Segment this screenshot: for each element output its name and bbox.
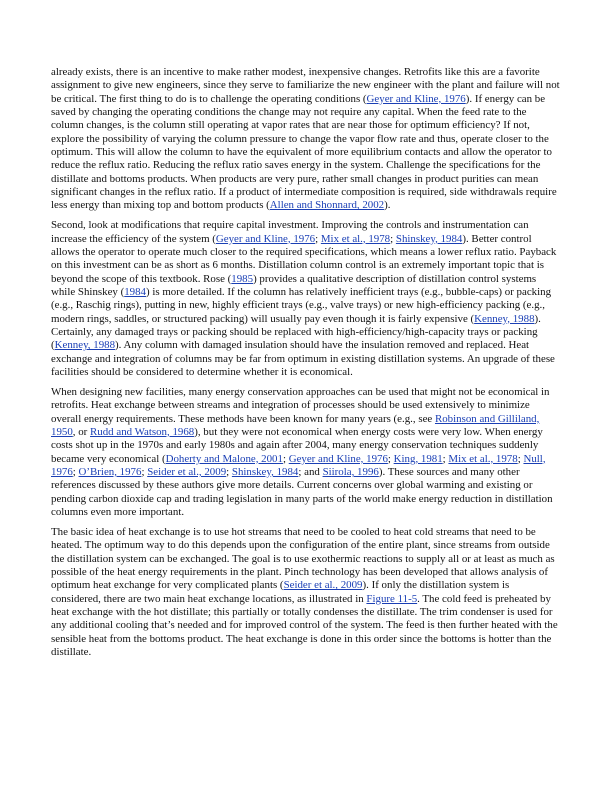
- body-text: ) provides a qualitative description of distillation control systems while Shinskey (: [51, 272, 537, 298]
- body-text: already exists, there is an incentive to make rather modest, inexpensive changes. Retrofits like this are a favorite assignment to give new engineers, since they serve to familiarize the new engineer with the plant and failure will not be critical. The first thing to do is to challenge the operating conditions (: [51, 66, 560, 105]
- body-text: , or: [72, 425, 91, 438]
- citation-link[interactable]: Mix et al., 1978: [448, 452, 518, 465]
- citation-link[interactable]: Rudd and Watson, 1968: [90, 425, 195, 438]
- citation-link[interactable]: Siirola, 1996: [322, 465, 379, 478]
- body-text: ;: [390, 232, 396, 245]
- body-text: ). These sources and many other references discussed by these authors give more details. Current concerns over global warming and existing or pending carbon dioxide cap and trading legislation in many parts of the world make energy reduction in distillation columns even more important.: [51, 465, 553, 518]
- body-text: ;: [282, 452, 289, 465]
- body-text: ).: [384, 199, 391, 212]
- citation-link[interactable]: Kenney, 1988: [474, 312, 535, 325]
- citation-link[interactable]: 1984: [124, 286, 146, 298]
- citation-link[interactable]: Shinskey, 1984: [395, 232, 463, 245]
- body-text: ;: [442, 452, 449, 465]
- citation-link[interactable]: Seider et al., 2009: [147, 465, 227, 478]
- citation-link[interactable]: Figure 11-5: [366, 592, 418, 605]
- citation-link[interactable]: Allen and Shonnard, 2002: [269, 199, 385, 212]
- body-text: ;: [517, 452, 524, 465]
- body-text: ). If energy can be saved by changing the operating conditions the change may not require any capital. When the feed rate to the column changes, is the column still operating at vapor rates that are near those for optimum efficiency? If not, explore the possibility of varying the column pressure to change the vapor flow rate and thus, operate closer to the optimum. This will allow the column to have the equivalent of more equilibrium contacts and allow the operator to reduce the reflux ratio. Reducing the reflux ratio saves energy in the system. Challenge the specifications for the distillate and bottoms products. When products are very pure, rather small changes in product purities can mean significant changes in the reflux ratio. If a product of intermediate composition is required, side withdrawals require less energy than mixing top and bottom products (: [51, 92, 557, 212]
- body-text: ). Better control allows the operator to operate much closer to the required specifications, which means a lower reflux ratio. Payback on this investment can be as short as 6 months. Distillation column control is an extremely important topic that is beyond the scope of this textbook. Rose (: [51, 232, 557, 285]
- body-text: ), but they were not economical when energy costs were very low. When energy costs shot up in the 1970s and early 1980s and again after 2004, many energy conservation techniques suddenly became very economical (: [51, 425, 543, 465]
- citation-link[interactable]: King, 1981: [393, 452, 443, 465]
- citation-link[interactable]: 1985: [231, 272, 254, 285]
- paragraph: [51, 66, 561, 213]
- citation-link[interactable]: Shinskey, 1984: [231, 465, 299, 478]
- citation-link[interactable]: Robinson and Gilliland, 1950: [51, 412, 540, 438]
- citation-link[interactable]: Doherty and Malone, 2001: [165, 452, 283, 465]
- paragraph: [51, 219, 561, 379]
- paragraph: [51, 386, 561, 519]
- citation-link[interactable]: Kenney, 1988: [54, 339, 116, 352]
- citation-link[interactable]: Null, 1976: [51, 452, 546, 478]
- body-text: ;: [226, 465, 232, 478]
- body-text: ;: [141, 465, 148, 478]
- body-text: The basic idea of heat exchange is to use hot streams that need to be cooled to heat cold streams that need to be heated. The optimum way to do this depends upon the configuration of the entire plant, since streams from outside the distillation system can be exchanged. The goal is to use exothermic reactions to supply all or at least as much as possible of the heat energy requirements in the plant. Pinch technology has been developed that allows analysis of optimum heat exchange for very complicated plants (: [51, 525, 555, 592]
- body-text: ) is more detailed. If the column has relatively inefficient trays (e.g., bubble-caps) or packing (e.g., Raschig rings), putting in new, highly efficient trays (e.g., valve trays) or new high-efficiency packing (e.g., modern rings, saddles, or structured packing) will usually pay even though it is fairly expensive (: [51, 286, 552, 325]
- body-text: Second, look at modifications that require capital investment. Improving the controls and instrumentation can increase the efficiency of the system (: [51, 219, 529, 245]
- body-text: ). If only the distillation system is considered, there are two main heat exchange locations, as illustrated in: [51, 579, 510, 605]
- body-text: ;: [387, 452, 394, 465]
- document-body: [51, 66, 561, 659]
- body-text: ; and: [298, 465, 323, 478]
- body-text: ;: [315, 232, 321, 245]
- paragraph: [51, 526, 561, 659]
- citation-link[interactable]: O’Brien, 1976: [78, 465, 142, 478]
- citation-link[interactable]: Geyer and Kline, 1976: [215, 232, 316, 245]
- citation-link[interactable]: Geyer and Kline, 1976: [366, 92, 466, 105]
- citation-link[interactable]: Mix et al., 1978: [320, 232, 391, 245]
- citation-link[interactable]: Seider et al., 2009: [283, 579, 363, 592]
- body-text: . The cold feed is preheated by heat exchange with the hot distillate; this partially or totally condenses the distillate. The trim condenser is used for any additional cooling that’s needed and for improved control of the system. The feed is then further heated with the sensible heat from the bottoms product. The heat exchange is done in this order since the bottoms is hotter than the distillate.: [51, 592, 558, 658]
- body-text: ;: [72, 465, 79, 478]
- body-text: ). Any column with damaged insulation should have the insulation removed and replaced. Heat exchange and integration of columns may be far from optimum in existing distillation systems. An upgrade of these facilities should be considered to determine whether it is economical.: [51, 339, 555, 379]
- citation-link[interactable]: Geyer and Kline, 1976: [288, 452, 388, 465]
- body-text: When designing new facilities, many energy conservation approaches can be used that might not be economical in retrofits. Heat exchange between streams and integration of processes should be used extensively to minimize overall energy requirements. These methods have been known for many years (e.g., see: [51, 385, 550, 425]
- body-text: ). Certainly, any damaged trays or packing should be replaced with high-efficiency/high-capacity trays or packing (: [51, 312, 541, 352]
